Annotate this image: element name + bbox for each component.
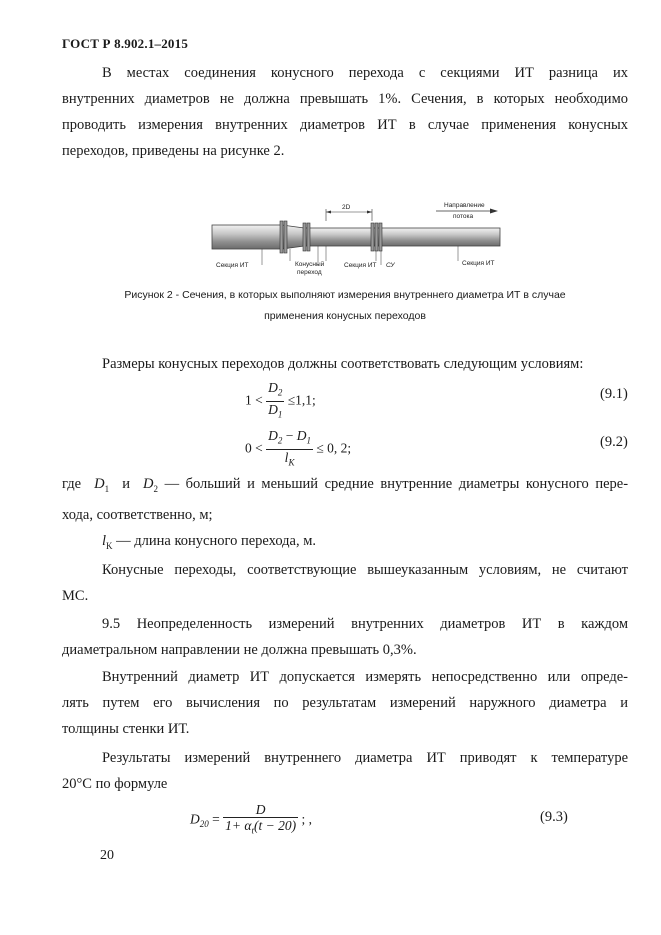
text-line: проводить измерения внутренних диаметров ИТ в случае применения конусных <box>62 117 628 133</box>
pipe-section-figure <box>200 195 520 280</box>
equation-number: (9.3) <box>540 809 568 825</box>
paragraph-cone-not-ms <box>62 557 628 609</box>
document-header: ГОСТ Р 8.902.1–2015 <box>62 36 189 51</box>
label-su: СУ <box>386 262 395 269</box>
label-cone-line2: переход <box>297 269 322 276</box>
text-line: лять путем его вычисления по результатам измерений наружного диаметра и <box>62 695 628 711</box>
text-line: хода, соответственно, м; <box>62 506 213 523</box>
page-number: 20 <box>100 848 114 863</box>
flow-label-line2: потока <box>453 213 474 220</box>
pipe-section-right <box>304 228 500 246</box>
eq-left: 0 < <box>245 440 263 456</box>
text-line: $l_K$ — длина конусного перехода, м. <box>102 532 317 551</box>
label-section-it-left: Секция ИТ <box>216 262 249 269</box>
equation-number: (9.1) <box>600 386 628 402</box>
paragraph-inner-diameter <box>62 664 628 742</box>
dimension-label: 2D <box>342 204 351 211</box>
paragraph-9-5 <box>62 611 628 663</box>
equation-9-3: $D_{20}$ = $\frac{D}{1+ \alpha_t(t - 20)}$ ; , <box>190 802 312 839</box>
caption-line: применения конусных переходов <box>264 310 426 322</box>
flange-su <box>371 223 382 251</box>
label-cone-line1: Конусный <box>295 261 325 268</box>
eq-fraction: $\frac{D_2}{D_1}$ <box>268 380 283 420</box>
equation-9-1 <box>245 380 316 422</box>
pipe-section-left <box>212 225 282 249</box>
text-line: Внутренний диаметр ИТ допускается измерять непосредственно или опреде- <box>102 669 628 685</box>
equation-number: (9.2) <box>600 434 628 450</box>
eq-left: 1 < <box>245 392 263 408</box>
paragraph-conditions <box>62 351 628 377</box>
eq-right: ≤ 0, 2; <box>316 440 352 456</box>
text-line: МС. <box>62 588 89 604</box>
text-line: Конусные переходы, соответствующие вышеуказанным условиям, не считают <box>102 562 628 578</box>
text-line: диаметральном направлении не должна превышать 0,3%. <box>62 642 417 658</box>
text-line: 20°С по формуле <box>62 776 168 792</box>
text-line: переходов, приведены на рисунке 2. <box>62 143 285 159</box>
paragraph-temperature <box>62 745 628 797</box>
text-line: Размеры конусных переходов должны соответствовать следующим условиям: <box>102 356 584 372</box>
text-line: Результаты измерений внутреннего диаметра ИТ приводят к температуре <box>102 750 628 766</box>
text-line: где $D_1$ и $D_2$ — больший и меньший средние внутренние диаметры конусного пере- <box>62 476 629 494</box>
text-line: толщины стенки ИТ. <box>62 721 190 737</box>
equation-9-2 <box>245 428 351 470</box>
flow-label-line1: Направление <box>444 202 485 209</box>
text-line: В местах соединения конусного перехода с секциями ИТ разница их <box>102 65 628 81</box>
eq-fraction: $\frac{D_2 - D_1}{l_K}$ <box>268 428 311 468</box>
paragraph-cone-diameters <box>62 60 628 164</box>
eq-right: ≤1,1; <box>287 392 316 408</box>
text-line: 9.5 Неопределенность измерений внутренних диаметров ИТ в каждом <box>102 616 628 632</box>
label-section-it-right: Секция ИТ <box>462 260 495 267</box>
label-section-it-mid: Секция ИТ <box>344 262 377 269</box>
caption-line: Рисунок 2 - Сечения, в которых выполняют измерения внутреннего диаметра ИТ в случае <box>124 289 566 301</box>
figure-caption <box>62 285 628 327</box>
text-line: внутренних диаметров не должна превышать 1%. Сечения, в которых необходимо <box>62 91 628 107</box>
eq-fraction: $\frac{D}{1+ \alpha_t(t - 20)}$ <box>225 802 297 836</box>
paragraph-where <box>62 471 628 559</box>
